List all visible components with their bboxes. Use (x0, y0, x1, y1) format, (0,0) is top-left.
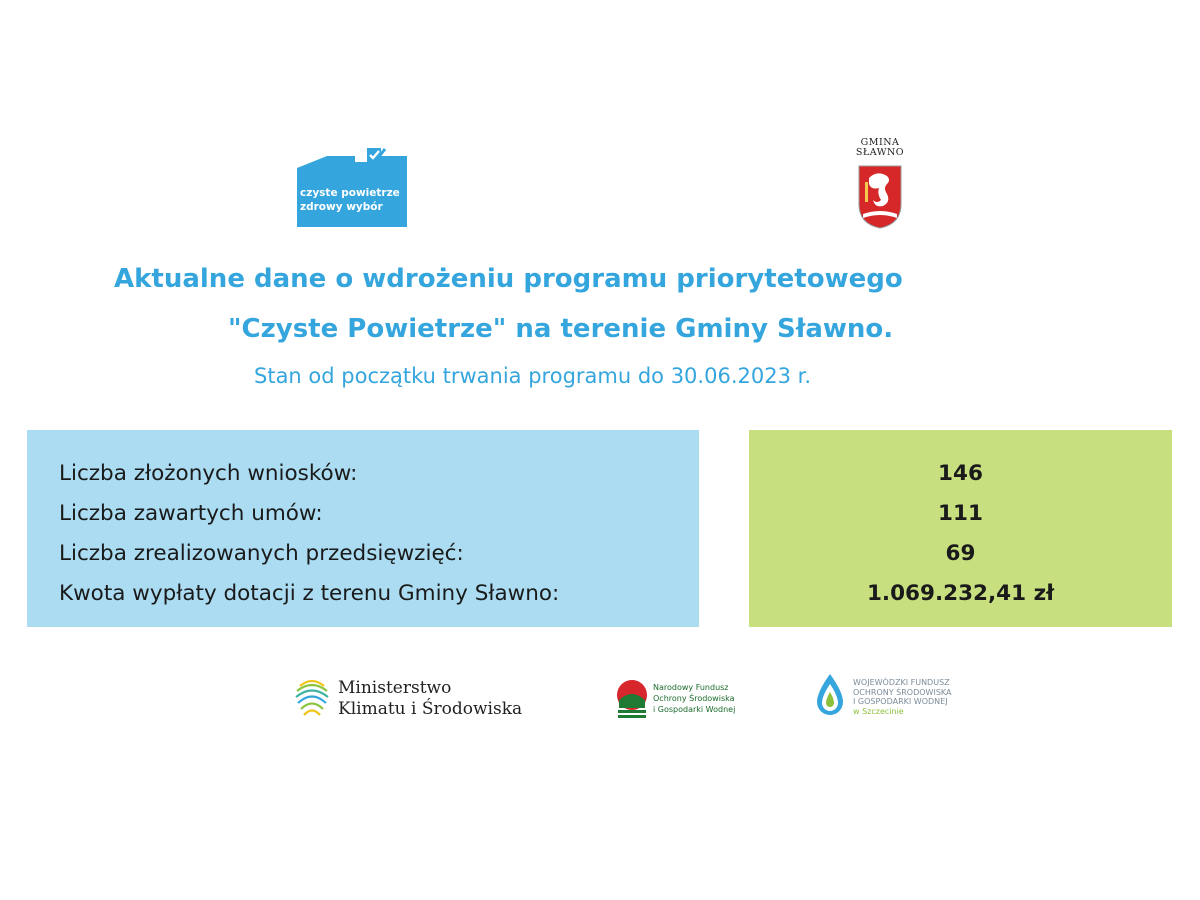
tree-icon (615, 678, 649, 722)
ministerstwo-line1: Ministerstwo (338, 678, 452, 698)
stats-values-panel (749, 430, 1172, 627)
wfosigw-line4: w Szczecinie (853, 706, 904, 716)
water-drop-icon (815, 672, 845, 718)
swirl-icon (292, 676, 332, 720)
page-subtitle: Stan od początku trwania programu do 30.06.2023 r. (254, 364, 811, 388)
nfosigw-logo (615, 676, 755, 726)
wfosigw-line2: OCHRONY ŚRODOWISKA (853, 687, 952, 697)
stats-labels-panel (27, 430, 699, 627)
stat-label: Liczba zrealizowanych przedsięwzięć: (59, 541, 464, 566)
cp-logo-line2: zdrowy wybór (300, 201, 383, 213)
stat-label: Liczba złożonych wniosków: (59, 461, 358, 486)
nfosigw-line1: Narodowy Fundusz (653, 683, 729, 692)
stat-label: Kwota wypłaty dotacji z terenu Gminy Sławno: (59, 581, 560, 606)
coat-of-arms-icon (857, 164, 903, 230)
wfosigw-logo (815, 672, 965, 724)
wfosigw-line1: WOJEWÓDZKI FUNDUSZ (853, 678, 950, 687)
ministerstwo-logo (292, 674, 552, 724)
cp-logo-line1: czyste powietrze (300, 187, 400, 199)
gmina-logo-line2: SŁAWNO (855, 147, 905, 158)
page-title-line1: Aktualne dane o wdrożeniu programu priorytetowego (114, 264, 903, 294)
stat-value: 1.069.232,41 zł (866, 581, 1055, 606)
gmina-logo-line1: GMINA (860, 137, 900, 148)
ministerstwo-line2: Klimatu i Środowiska (338, 699, 523, 719)
nfosigw-line3: i Gospodarki Wodnej (653, 705, 736, 714)
page-title-line2: "Czyste Powietrze" na terenie Gminy Sławno. (228, 314, 894, 344)
check-icon (367, 148, 391, 166)
wfosigw-line3: I GOSPODARKI WODNEJ (853, 697, 948, 706)
stat-value: 111 (938, 501, 983, 526)
czyste-powietrze-logo (295, 148, 410, 228)
gmina-slawno-logo (845, 138, 915, 238)
stat-value: 69 (945, 541, 976, 566)
stat-label: Liczba zawartych umów: (59, 501, 323, 526)
nfosigw-line2: Ochrony Środowiska (653, 694, 735, 703)
stat-value: 146 (938, 461, 983, 486)
